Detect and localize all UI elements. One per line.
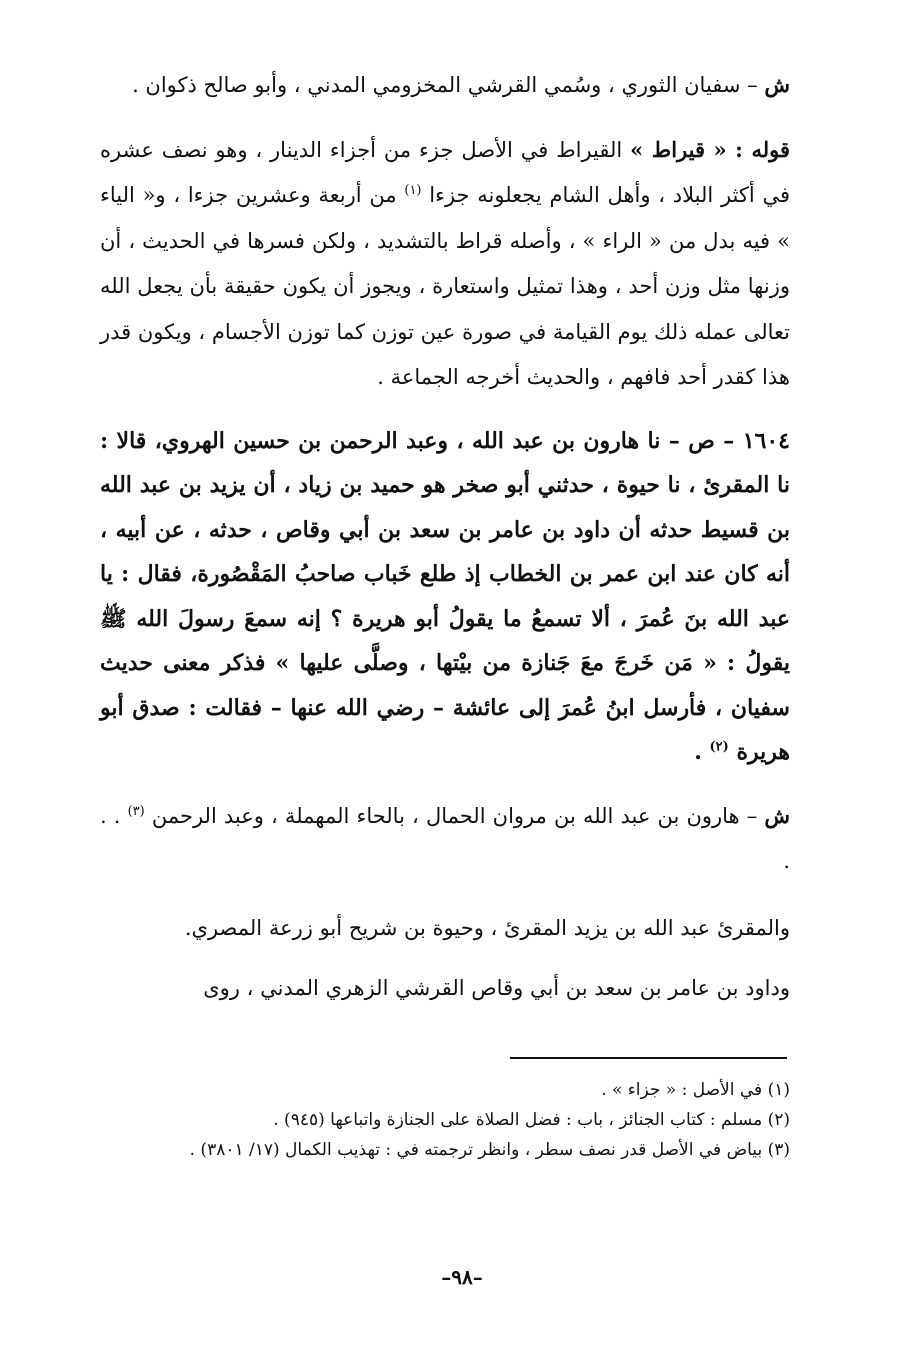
footnote-1: (١) في الأصل : « جزاء » .	[601, 1080, 790, 1100]
footnote-ref-3[interactable]: (٣)	[127, 803, 145, 819]
footnote-2: (٢) مسلم : كتاب الجنائز ، باب : فضل الصلاة على الجنازة واتباعها (٩٤٥) .	[273, 1110, 790, 1130]
footnote-3: (٣) بياض في الأصل قدر نصف سطر ، وانظر ترجمته في : تهذيب الكمال (١٧/ ٣٨٠١) .	[189, 1140, 790, 1160]
paragraph-text-continued: .	[694, 739, 710, 765]
paragraph-text: القيراط في الأصل جزء من أجزاء الدينار ، وهو نصف عشره في أكثر البلاد ، وأهل الشام يجعلونه جزءا	[100, 137, 790, 207]
footnotes	[100, 1075, 790, 1165]
page-number: –٩٨–	[441, 1265, 483, 1289]
paragraph-text-continued: من أربعة وعشرين جزءا ، و« الياء » فيه بدل من « الراء » ، وأصله قراط بالتشديد ، ولكن فسرها في الحديث ، أن وزنها مثل وزن أحد ، وهذا تمثيل واستعارة ، ويجوز أن يكون حقيقة بأن يجعل الله تعالى عمله ذلك يوم القيامة في صورة عين توزن كما توزن الأجسام ، ويكون قدر هذا كقدر أحد فافهم ، والحديث أخرجه الجماعة .	[100, 183, 790, 389]
paragraph-text: والمقرئ عبد الله بن يزيد المقرئ ، وحيوة بن شريح أبو زرعة المصري.	[184, 915, 790, 940]
footnote-divider	[510, 1057, 787, 1059]
paragraph-text: – هارون بن عبد الله بن مروان الحمال ، بالحاء المهملة ، وعبد الرحمن	[144, 803, 765, 828]
paragraph-text: – سفيان الثوري ، وسُمي القرشي المخزومي المدني ، وأبو صالح ذكوان .	[132, 73, 765, 97]
paragraph-lead: ش	[764, 72, 790, 97]
paragraph-6	[100, 963, 790, 1013]
paragraph-lead: قوله : « قيراط »	[630, 136, 790, 162]
paragraph-text-continued: . . .	[100, 803, 790, 873]
main-text	[100, 62, 790, 1023]
footnote-ref-1[interactable]: (١)	[404, 183, 422, 198]
paragraph-4	[100, 793, 790, 885]
paragraph-1	[100, 62, 790, 109]
paragraph-text: وداود بن عامر بن سعد بن أبي وقاص القرشي الزهري المدني ، روى	[203, 975, 790, 1000]
paragraph-5	[100, 903, 790, 953]
paragraph-text: ١٦٠٤ – ص – نا هارون بن عبد الله ، وعبد الرحمن بن حسين الهروي، قالا : نا المقرئ ، نا حيوة ، حدثني أبو صخر هو حميد بن زياد ، أن يزيد بن عبد الله بن قسيط حدثه أن داود بن عامر بن سعد بن أبي وقاص ، حدثه ، عن أبيه ، أنه كان عند ابن عمر بن الخطاب إذ طلع خَباب صاحبُ المَقْصُورة، فقال : يا عبد الله بنَ عُمرَ ، ألا تسمعُ ما يقولُ أبو هريرة ؟ إنه سمعَ رسولَ الله ﷺ يقولُ : « مَن خَرجَ معَ جَنازة من بيْتها ، وصلَّى عليها » فذكر معنى حديث سفيان ، فأرسل ابنُ عُمرَ إلى عائشة – رضي الله عنها – فقالت : صدق أبو هريرة	[100, 427, 790, 765]
paragraph-2	[100, 127, 790, 401]
paragraph-lead: ش	[764, 802, 791, 828]
hadith-paragraph	[100, 419, 790, 775]
footnote-ref-2[interactable]: (٢)	[709, 739, 729, 755]
